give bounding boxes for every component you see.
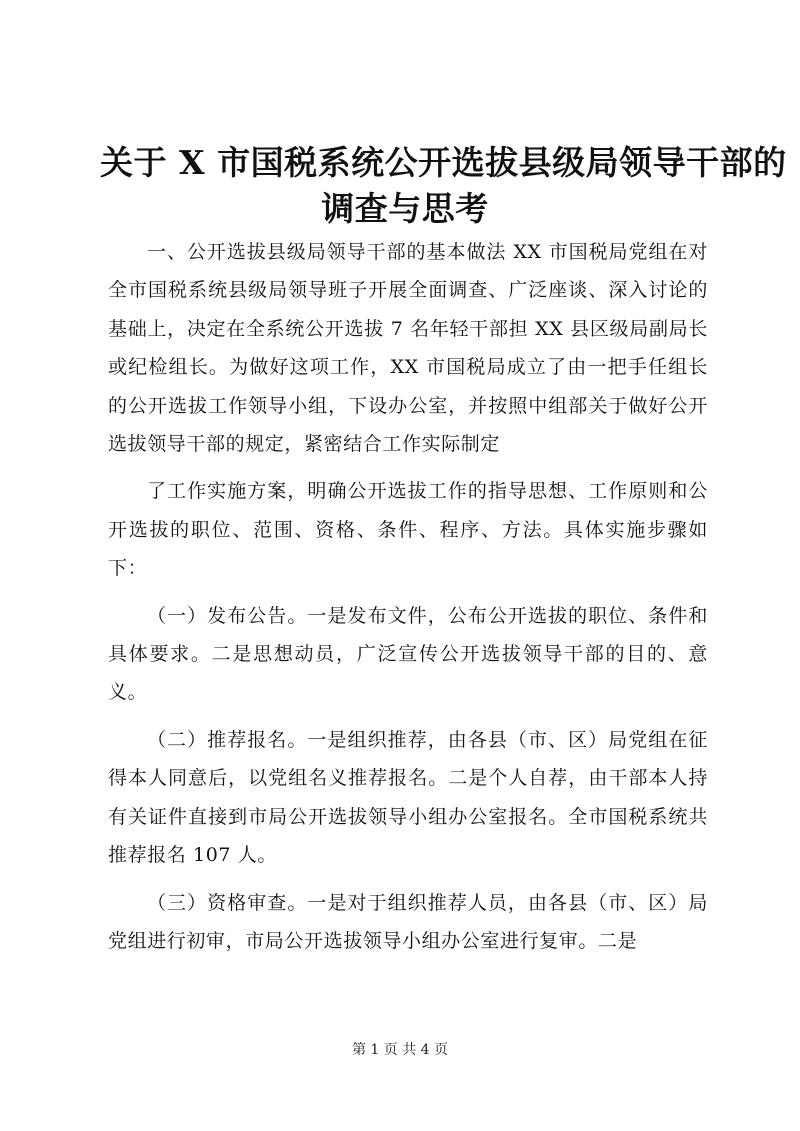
paragraph-step-qualification-review: （三）资格审查。一是对于组织推荐人员，由各县（市、区）局党组进行初审，市局公开选拔领导小组办公室进行复审。二是 <box>108 891 708 952</box>
document-title-line-2: 调查与思考 <box>321 189 489 228</box>
paragraph-step-recommendation: （二）推荐报名。一是组织推荐，由各县（市、区）局党组在征得本人同意后，以党组名义推荐报名。二是个人自荐，由干部本人持有关证件直接到市局公开选拔领导小组办公室报名。全市国税系统共推荐报名 107 人。 <box>108 728 708 867</box>
document-title-line-1: 关于 X 市国税系统公开选拔县级局领导干部的 <box>100 143 787 182</box>
paragraph-basic-practice: 一、公开选拔县级局领导干部的基本做法 XX 市国税局党组在对全市国税系统县级局领导班子开展全面调查、广泛座谈、深入讨论的基础上，决定在全系统公开选拔 7 名年轻干部担 XX 县区级局副局长或纪检组长。为做好这项工作，XX 市国税局成立了由一把手任组长的公开选拔工作领导小组，下设办公室，并按照中组部关于做好公开选拔领导干部的规定，紧密结合工作实际制定 <box>108 241 708 456</box>
page-number-footer: 第 1 页 共 4 页 <box>351 1042 449 1058</box>
paragraph-step-announcement: （一）发布公告。一是发布文件，公布公开选拔的职位、条件和具体要求。二是思想动员，广泛宣传公开选拔领导干部的目的、意义。 <box>108 604 708 704</box>
paragraph-implementation-plan: 了工作实施方案，明确公开选拔工作的指导思想、工作原则和公开选拔的职位、范围、资格、条件、程序、方法。具体实施步骤如下： <box>108 480 708 580</box>
document-body <box>108 233 708 960</box>
